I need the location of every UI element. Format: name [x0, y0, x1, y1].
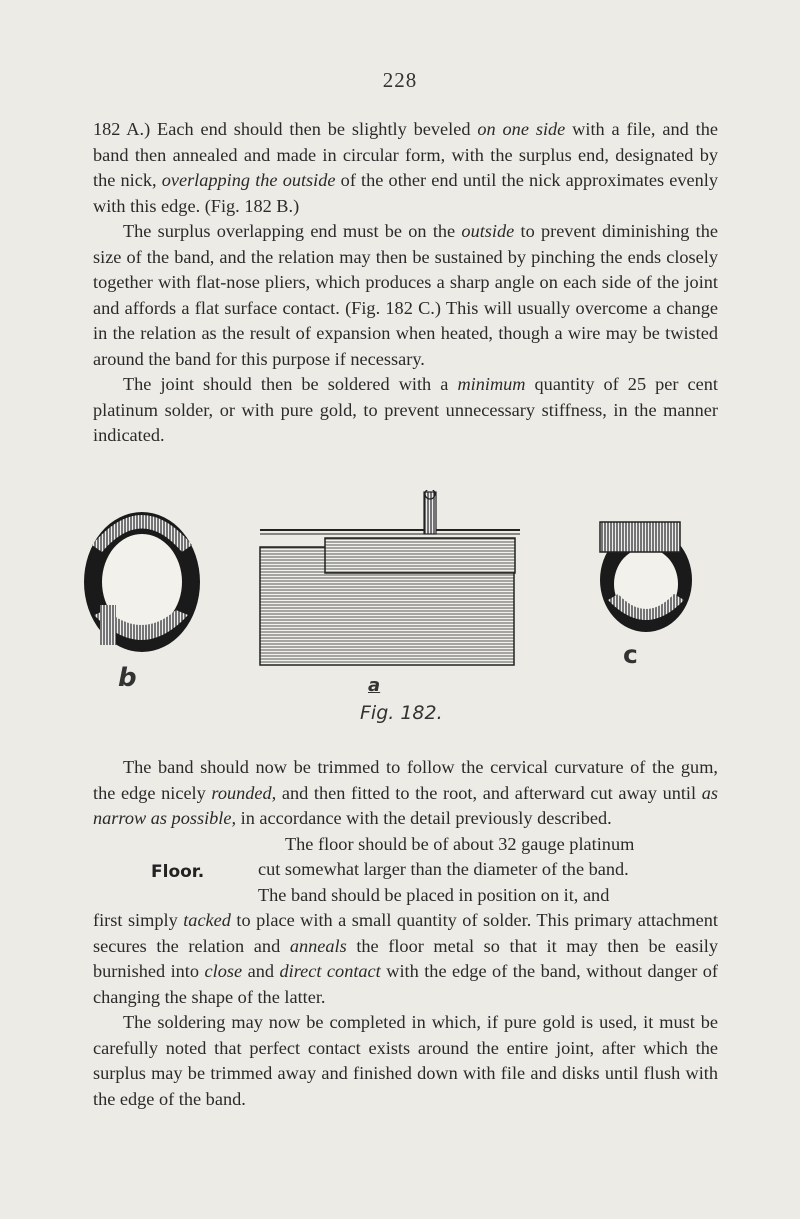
- paragraph-4: The band should now be trimmed to follow the cervical curvature of the gum, the edge nicely rounded, and then fitted to the root, and afterward cut away until as narrow as possible, in accordance with the detail previously described.: [93, 757, 718, 828]
- figure-label-c: c: [623, 640, 638, 669]
- paragraph-2: The surplus overlapping end must be on the outside to prevent diminishing the size of the band, and the relation may then be sustained by pinching the ends closely together with flat-nose pliers, which produces a sharp angle on each side of the joint and affords a flat surface contact. (Fig. 182 C.) This will usually overcome a change in the relation as the result of expansion when heated, though a wire may be twisted around the band for this purpose if necessary.: [93, 221, 718, 369]
- paragraph-5-line-3: The band should be placed in position on it, and: [258, 884, 610, 905]
- figure-caption: Fig. 182.: [360, 702, 443, 724]
- floor-section: [93, 832, 718, 909]
- side-heading-floor: Floor.: [151, 861, 205, 882]
- band-b-drawing: [84, 512, 200, 652]
- page-number: 228: [382, 68, 418, 92]
- paragraph-7: The soldering may now be completed in which, if pure gold is used, it must be carefully noted that perfect contact exists around the entire joint, after which the surplus may be trimmed away and finished down with file and disks until flush with the edge of the band.: [93, 1012, 718, 1109]
- lower-text-block: [93, 755, 718, 1112]
- floor-plate-a-drawing: [260, 490, 520, 665]
- figure-label-a: a: [368, 675, 381, 696]
- band-c-drawing: [600, 522, 692, 632]
- paragraph-1: 182 A.) Each end should then be slightly beveled on one side with a file, and the band then annealed and made in circular form, with the surplus end, designated by the nick, overlapping the outside of the other end until the nick approximates evenly with this edge. (Fig. 182 B.): [93, 119, 718, 216]
- figure-182: [70, 490, 730, 760]
- paragraph-3: The joint should then be soldered with a minimum quantity of 25 per cent platinum solder, or with pure gold, to prevent unnecessary stiffness, in the manner indicated.: [93, 374, 718, 445]
- paragraph-5-line-1: The floor should be of about 32 gauge platinum: [285, 833, 635, 854]
- paragraph-6: first simply tacked to place with a small quantity of solder. This primary attachment secures the relation and anneals the floor metal so that it may then be easily burnished into close and direct contact with the edge of the band, without danger of changing the shape of the latter.: [93, 910, 719, 1007]
- upper-text-block: [93, 117, 718, 449]
- figure-label-b: b: [118, 663, 137, 693]
- paragraph-5-line-2: cut somewhat larger than the diameter of the band.: [258, 859, 629, 879]
